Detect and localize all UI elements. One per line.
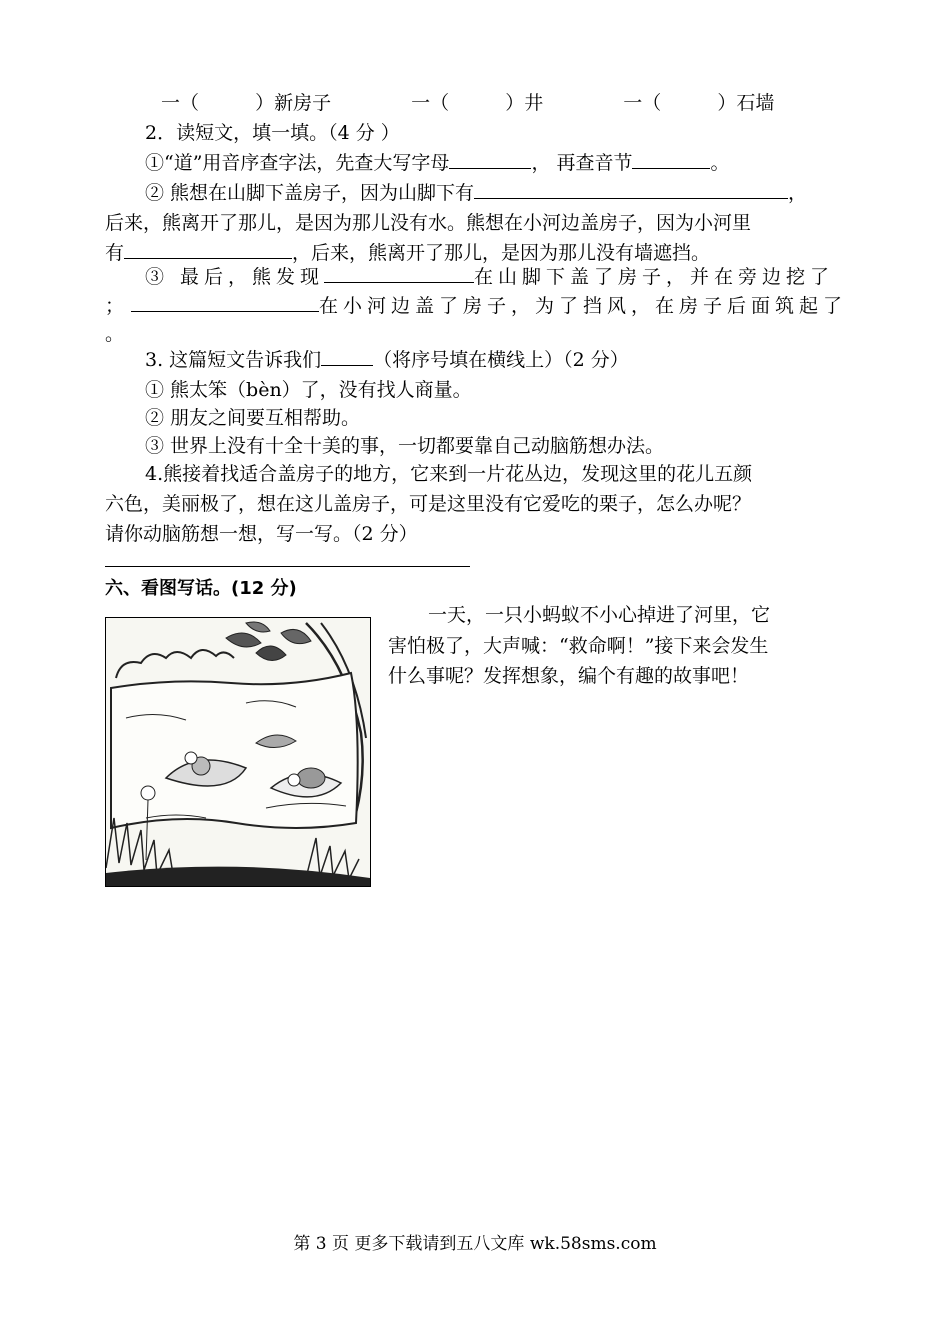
page-footer: 第 3 页 更多下载请到五八文库 wk.58sms.com xyxy=(293,1234,657,1254)
q2-sentence-2: ② 熊想在山脚下盖房子，因为山脚下有 ， xyxy=(105,178,890,208)
river-illustration xyxy=(105,617,371,887)
q1-row xyxy=(105,88,850,118)
section-6-title: 六、看图写话。(12 分) xyxy=(105,578,297,599)
answer-blank[interactable] xyxy=(632,148,710,169)
q4-line-2: 六色，美丽极了，想在这儿盖房子，可是这里没有它爱吃的栗子，怎么办呢？ xyxy=(105,493,752,515)
prompt-line-3: 什么事呢？发挥想象，编个有趣的故事吧！ xyxy=(388,665,750,687)
q3-option-2: ② 朋友之间要互相帮助。 xyxy=(145,407,361,429)
q4-line-3: 请你动脑筋想一想，写一写。（2 分） xyxy=(105,523,418,545)
q2-sentence-3-end: 。 xyxy=(105,323,125,345)
q1-item-1: 一（ ）新房子 xyxy=(161,92,332,114)
answer-blank[interactable] xyxy=(131,291,319,312)
q3-option-3: ③ 世界上没有十全十美的事，一切都要靠自己动脑筋想办法。 xyxy=(145,435,665,457)
river-drawing xyxy=(106,618,370,886)
q4-answer-line[interactable] xyxy=(105,566,470,567)
q1-item-2: 一（ ）井 xyxy=(411,92,544,114)
answer-blank[interactable] xyxy=(124,238,292,259)
q3-option-1: ① 熊太笨（bèn）了，没有找人商量。 xyxy=(145,379,472,401)
writing-prompt xyxy=(388,600,850,691)
q3-title: 3. 这篇短文告诉我们 （将序号填在横线上）（2 分） xyxy=(105,345,890,375)
answer-blank[interactable] xyxy=(321,345,373,366)
prompt-line-2: 害怕极了，大声喊：“救命啊！”接下来会发生 xyxy=(388,635,769,657)
q2-sentence-1: ①“道”用音序查字法，先查大写字母 ， 再查音节 。 xyxy=(105,148,890,178)
prompt-line-1: 一天，一只小蚂蚁不小心掉进了河里，它 xyxy=(428,604,771,626)
answer-blank[interactable] xyxy=(324,262,474,283)
answer-blank[interactable] xyxy=(449,148,531,169)
q2-sentence-2-cont: 后来，熊离开了那儿，是因为那儿没有水。熊想在小河边盖房子，因为小河里 xyxy=(105,212,752,234)
q2-sentence-2-end: 有 ，后来，熊离开了那儿，是因为那儿没有墙遮挡。 xyxy=(105,238,850,268)
q4-line-1: 4.熊接着找适合盖房子的地方，它来到一片花丛边，发现这里的花儿五颜 xyxy=(145,463,753,485)
answer-blank[interactable] xyxy=(474,178,788,199)
q2-sentence-3-cont: ； 在小河边盖了房子，为了挡风，在房子后面筑起了 xyxy=(105,291,850,321)
q2-sentence-3: ③ 最后，熊发现 在山脚下盖了房子，并在旁边挖了 xyxy=(105,262,890,292)
q2-title: 2．读短文，填一填。（4 分 ） xyxy=(145,122,400,144)
q1-item-3: 一（ ）石墙 xyxy=(623,92,775,114)
